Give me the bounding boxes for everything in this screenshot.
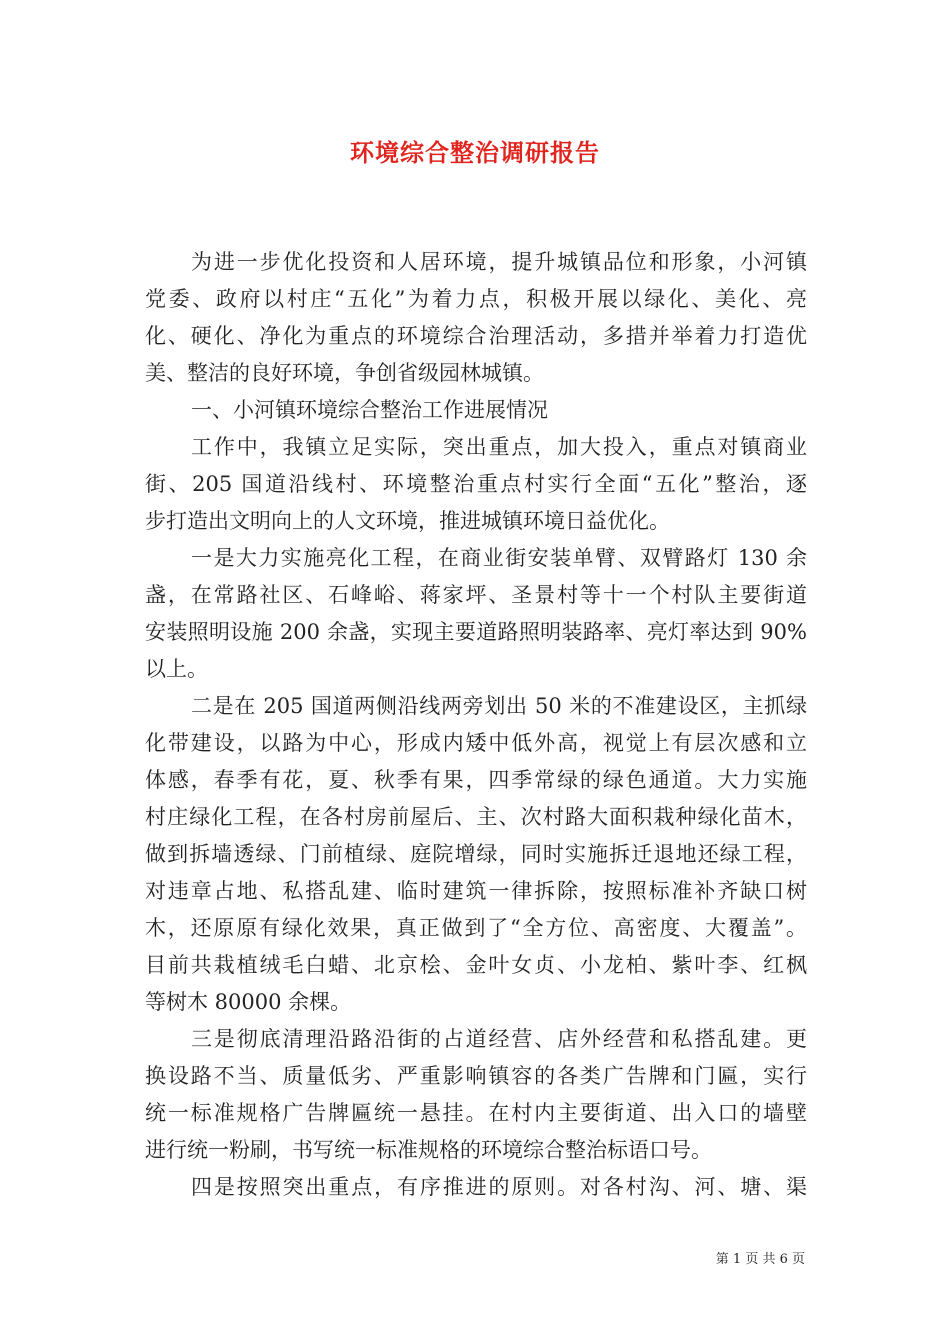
text-line: 盏，在常路社区、石峰峪、蒋家坪、圣景村等十一个村队主要街道 bbox=[145, 583, 807, 607]
paragraph bbox=[145, 1021, 807, 1169]
document-title: 环境综合整治调研报告 bbox=[350, 138, 600, 167]
text-line: 一是大力实施亮化工程，在商业街安装单臂、双臂路灯 130 余 bbox=[191, 546, 807, 570]
paragraph bbox=[145, 540, 807, 688]
text-line: 等树木 80000 余棵。 bbox=[145, 990, 352, 1014]
text-line: 一、小河镇环境综合整治工作进展情况 bbox=[191, 398, 548, 422]
text-line: 步打造出文明向上的人文环境，推进城镇环境日益优化。 bbox=[145, 509, 670, 533]
text-line: 换设路不当、质量低劣、严重影响镇容的各类广告牌和门匾，实行 bbox=[145, 1064, 807, 1088]
text-line: 工作中，我镇立足实际，突出重点，加大投入，重点对镇商业 bbox=[191, 435, 807, 459]
paragraph bbox=[145, 392, 807, 429]
page-number-footer: 第 1 页 共 6 页 bbox=[715, 1252, 805, 1267]
text-line: 化、硬化、净化为重点的环境综合治理活动，多措并举着力打造优 bbox=[145, 324, 807, 348]
text-line: 统一标准规格广告牌匾统一悬挂。在村内主要街道、出入口的墙壁 bbox=[145, 1101, 807, 1125]
text-line: 对违章占地、私搭乱建、临时建筑一律拆除，按照标准补齐缺口树 bbox=[145, 879, 807, 903]
text-line: 目前共栽植绒毛白蜡、北京桧、金叶女贞、小龙柏、紫叶李、红枫 bbox=[145, 953, 807, 977]
text-line: 村庄绿化工程，在各村房前屋后、主、次村路大面积栽种绿化苗木， bbox=[145, 805, 807, 829]
text-line: 木，还原原有绿化效果，真正做到了“全方位、高密度、大覆盖”。 bbox=[145, 916, 807, 940]
text-line: 为进一步优化投资和人居环境，提升城镇品位和形象，小河镇 bbox=[191, 250, 807, 274]
text-line: 三是彻底清理沿路沿街的占道经营、店外经营和私搭乱建。更 bbox=[191, 1027, 807, 1051]
text-line: 化带建设，以路为中心，形成内矮中低外高，视觉上有层次感和立 bbox=[145, 731, 807, 755]
text-line: 美、整洁的良好环境，争创省级园林城镇。 bbox=[145, 361, 544, 385]
text-line: 安装照明设施 200 余盏，实现主要道路照明装路率、亮灯率达到 90% bbox=[145, 620, 807, 644]
text-line: 体感，春季有花，夏、秋季有果，四季常绿的绿色通道。大力实施 bbox=[145, 768, 807, 792]
paragraph bbox=[145, 1169, 807, 1206]
text-line: 党委、政府以村庄“五化”为着力点，积极开展以绿化、美化、亮 bbox=[145, 287, 807, 311]
text-line: 进行统一粉刷，书写统一标准规格的环境综合整治标语口号。 bbox=[145, 1138, 712, 1162]
text-line: 以上。 bbox=[145, 657, 208, 681]
document-body bbox=[145, 244, 807, 1206]
paragraph bbox=[145, 244, 807, 392]
text-line: 二是在 205 国道两侧沿线两旁划出 50 米的不准建设区，主抓绿 bbox=[191, 694, 807, 718]
paragraph bbox=[145, 688, 807, 1021]
text-line: 做到拆墙透绿、门前植绿、庭院增绿，同时实施拆迁退地还绿工程， bbox=[145, 842, 807, 866]
text-line: 四是按照突出重点，有序推进的原则。对各村沟、河、塘、渠 bbox=[191, 1175, 807, 1199]
text-line: 街、205 国道沿线村、环境整治重点村实行全面“五化”整治，逐 bbox=[145, 472, 807, 496]
paragraph bbox=[145, 429, 807, 540]
